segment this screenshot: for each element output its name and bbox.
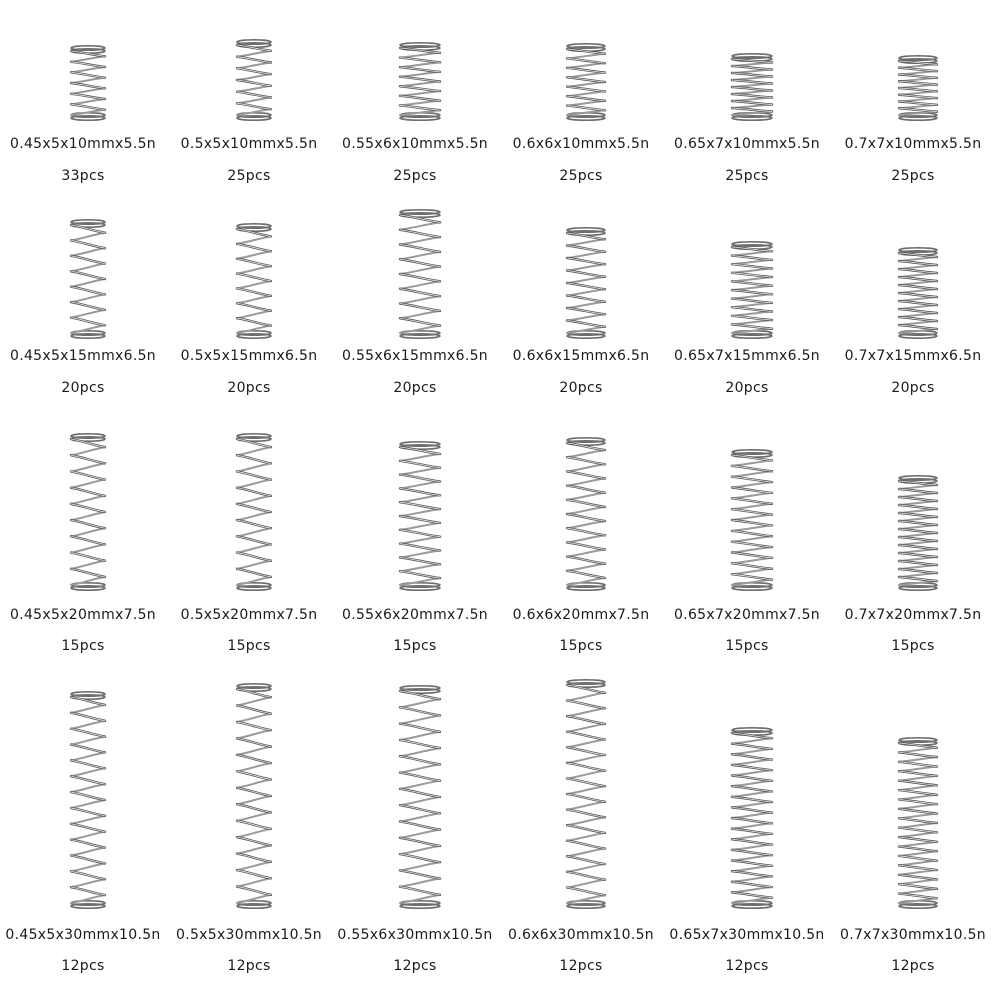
spring-image bbox=[332, 0, 498, 1000]
spring-spec-label: 0.7x7x30mmx10.5n bbox=[840, 927, 986, 943]
spring-quantity: 12pcs bbox=[61, 958, 105, 974]
spring-image bbox=[0, 0, 166, 1000]
spring-spec-label: 0.5x5x15mmx6.5n bbox=[180, 348, 318, 364]
spring-quantity: 12pcs bbox=[227, 958, 271, 974]
spring-image bbox=[830, 0, 996, 1000]
spring-quantity: 25pcs bbox=[725, 168, 769, 184]
spring-quantity: 15pcs bbox=[393, 638, 437, 654]
spring-spec-label: 0.5x5x30mmx10.5n bbox=[176, 927, 322, 943]
spring-quantity: 20pcs bbox=[891, 380, 935, 396]
spring-quantity: 20pcs bbox=[725, 380, 769, 396]
spring-image bbox=[498, 0, 664, 1000]
spring-spec-label: 0.5x5x10mmx5.5n bbox=[180, 136, 318, 152]
spring-spec-label: 0.6x6x15mmx6.5n bbox=[512, 348, 650, 364]
spring-image bbox=[664, 0, 830, 1000]
spring-quantity: 33pcs bbox=[61, 168, 105, 184]
spring-quantity: 12pcs bbox=[725, 958, 769, 974]
spring-quantity: 15pcs bbox=[227, 638, 271, 654]
spring-spec-label: 0.65x7x20mmx7.5n bbox=[674, 607, 820, 623]
spring-quantity: 15pcs bbox=[725, 638, 769, 654]
spring-quantity: 12pcs bbox=[891, 958, 935, 974]
spring-spec-label: 0.55x6x30mmx10.5n bbox=[337, 927, 493, 943]
spring-quantity: 25pcs bbox=[227, 168, 271, 184]
spring-quantity: 12pcs bbox=[559, 958, 603, 974]
spring-spec-label: 0.65x7x10mmx5.5n bbox=[674, 136, 820, 152]
spring-spec-label: 0.5x5x20mmx7.5n bbox=[180, 607, 318, 623]
spring-quantity: 15pcs bbox=[61, 638, 105, 654]
spring-spec-label: 0.45x5x10mmx5.5n bbox=[10, 136, 156, 152]
spring-quantity: 15pcs bbox=[891, 638, 935, 654]
spring-quantity: 25pcs bbox=[393, 168, 437, 184]
spring-spec-label: 0.65x7x30mmx10.5n bbox=[669, 927, 825, 943]
spring-spec-label: 0.7x7x20mmx7.5n bbox=[844, 607, 982, 623]
spring-spec-label: 0.55x6x10mmx5.5n bbox=[342, 136, 488, 152]
spring-image bbox=[166, 0, 332, 1000]
spring-spec-label: 0.7x7x15mmx6.5n bbox=[844, 348, 982, 364]
spring-spec-label: 0.65x7x15mmx6.5n bbox=[674, 348, 820, 364]
spring-quantity: 25pcs bbox=[559, 168, 603, 184]
spring-spec-label: 0.7x7x10mmx5.5n bbox=[844, 136, 982, 152]
spring-spec-label: 0.55x6x15mmx6.5n bbox=[342, 348, 488, 364]
spring-quantity: 12pcs bbox=[393, 958, 437, 974]
spring-quantity: 20pcs bbox=[393, 380, 437, 396]
spring-spec-label: 0.45x5x20mmx7.5n bbox=[10, 607, 156, 623]
spring-spec-label: 0.45x5x30mmx10.5n bbox=[5, 927, 161, 943]
spring-spec-label: 0.6x6x10mmx5.5n bbox=[512, 136, 650, 152]
spring-quantity: 25pcs bbox=[891, 168, 935, 184]
spring-quantity: 15pcs bbox=[559, 638, 603, 654]
spring-spec-label: 0.55x6x20mmx7.5n bbox=[342, 607, 488, 623]
spring-quantity: 20pcs bbox=[559, 380, 603, 396]
spring-quantity: 20pcs bbox=[227, 380, 271, 396]
spring-quantity: 20pcs bbox=[61, 380, 105, 396]
spring-spec-label: 0.6x6x30mmx10.5n bbox=[508, 927, 654, 943]
spring-spec-label: 0.6x6x20mmx7.5n bbox=[512, 607, 650, 623]
spring-spec-label: 0.45x5x15mmx6.5n bbox=[10, 348, 156, 364]
